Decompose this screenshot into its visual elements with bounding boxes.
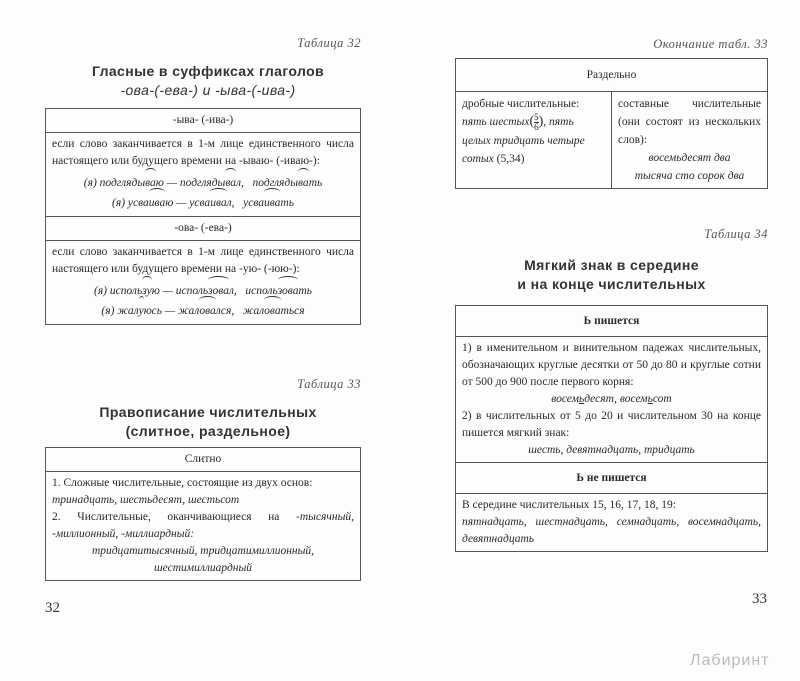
suffix-arc: зу (142, 281, 152, 301)
example-text: (я) усва (112, 197, 149, 209)
number: (5,34) (496, 153, 525, 165)
suffix-arc: ова (264, 301, 280, 321)
example-text: ть (280, 197, 294, 209)
text-fragment: восем (551, 393, 579, 405)
header-slitno: Слитно (46, 448, 361, 472)
example-text: л, подгляды (236, 177, 299, 189)
example: тринадцать, шестьдесят, шестьсот (52, 494, 240, 506)
table-33-end-label: Окончание табл. 33 (653, 37, 768, 51)
suffix-arc: зова (208, 281, 229, 301)
table-32 (45, 108, 361, 325)
rule-text: 1. Сложные числительные, состоящие из двух основ: (52, 477, 313, 489)
fractional-cell: дробные числительные: пять шестых( $\frac{5}{6}$ ), пять целых тридцать четыре сотых (5,34) (456, 92, 612, 189)
text-fragment: ь (578, 393, 585, 405)
text-fragment: сот (652, 393, 672, 405)
header-yva: -ыва- (-ива-) (46, 109, 361, 133)
example-line (52, 173, 354, 193)
rule-text: дробные числительные: (462, 98, 580, 110)
header-soft-sign-written: Ь пишется (456, 306, 768, 337)
example-text: ться (280, 305, 305, 317)
example-text: ть (298, 285, 312, 297)
suffix-arc: ива (264, 193, 280, 213)
rule-text: если слово заканчивается в 1-м лице единственного числа настоящего или будущего времени на -ываю- (-иваю-): (52, 138, 354, 167)
rule-text: 2. Числительные, оканчивающиеся на (52, 511, 280, 523)
text-fragment: ь (647, 393, 653, 405)
example-text: л, усва (226, 197, 264, 209)
slitno-body (46, 472, 361, 581)
examples (52, 281, 354, 321)
labirint-watermark: Лабиринт (690, 652, 770, 669)
denominator: 6 (534, 122, 539, 132)
suffix-arc: зова (278, 281, 299, 301)
example-text: юсь — жал (143, 305, 200, 317)
suffix-arc: ова (199, 301, 215, 321)
soft-sign-not-written-body (456, 494, 768, 552)
example-text: ть (308, 177, 323, 189)
table-33-label: Таблица 33 (297, 377, 361, 391)
example-text: (я) подгляды (83, 177, 146, 189)
example: тридцатитысячный, тридцатимиллионный, (91, 545, 315, 557)
compound-cell (612, 92, 768, 189)
header-soft-sign-not-written: Ь не пишется (456, 463, 768, 494)
rule-text: 1) в именительном и винительном падежах числительных, обозначающих круглые десятки от 50 до 80 и круглые сотни от 500 до 900 после первого корня: (462, 342, 761, 388)
example-text: (я) жал (101, 305, 139, 317)
table-33-end (455, 58, 768, 189)
suffix-arc: ва (225, 173, 236, 193)
table-33-title (45, 403, 371, 441)
example: пятнадцать, шестнадцать, семнадцать, восемнадцать, девятнадцать (462, 516, 761, 545)
example-text: (я) исполь (93, 285, 143, 297)
suffix-arc: ва (145, 173, 156, 193)
example (462, 391, 761, 408)
example: тысяча сто сорок два (634, 170, 745, 182)
title-line: -ова-(-ева-) и -ыва-(-ива-) (120, 82, 296, 98)
table-33 (45, 447, 361, 581)
header-ova: -ова- (-ева-) (46, 217, 361, 241)
example-text: л, исполь (228, 285, 278, 297)
example: восемьдесят два (648, 152, 731, 164)
table-32-label: Таблица 32 (297, 36, 361, 50)
rule-ova (46, 241, 361, 325)
header-razdelno: Раздельно (456, 59, 768, 92)
suffix-arc: ва (298, 173, 309, 193)
title-line: Гласные в суффиксах глаголов (91, 63, 325, 79)
page-number-right: 33 (752, 591, 767, 607)
example-line (52, 301, 354, 321)
example: шестимиллиардный (153, 562, 253, 574)
title-line: и на конце числительных (517, 276, 706, 292)
text-fragment: десят, восем (584, 393, 648, 405)
table-32-title (45, 62, 371, 100)
rule-text: В середине числительных 15, 16, 17, 18, 19: (462, 499, 676, 511)
example-text: ю — подгляды (155, 177, 226, 189)
example-line (52, 193, 354, 213)
table-34-title (455, 256, 768, 294)
title-line: Мягкий знак в середине (524, 257, 699, 273)
rule-text: 2) в числительных от 5 до 20 и числительном 30 на конце пишется мягкий знак: (462, 410, 761, 439)
suffix-arc: у (139, 301, 144, 321)
title-line: (слитное, раздельное) (125, 423, 291, 439)
suffix-arc: ива (149, 193, 165, 213)
example-text: лся, жал (215, 305, 265, 317)
rule-text: если слово заканчивается в 1-м лице единственного числа настоящего или будущего времени на -ую- (-юю-): (52, 246, 354, 275)
example: шесть, девятнадцать, тридцать (528, 444, 695, 456)
table-34-label: Таблица 34 (704, 227, 768, 241)
example-text: ю — усва (165, 197, 211, 209)
table-34 (455, 305, 768, 552)
numerator: 5 (534, 112, 539, 122)
rule-text: составные числительные (они состоят из нескольких слов): (618, 98, 761, 146)
example: , пять целых тридцать четыре сотых (462, 116, 585, 165)
title-line: Правописание числительных (99, 404, 317, 420)
rule-yva (46, 133, 361, 217)
example-text: ю — исполь (151, 285, 209, 297)
example: пять шестых (462, 116, 530, 129)
suffixes: -тысячный, -миллионный, -миллиардный: (52, 511, 354, 540)
suffix-arc: ива (210, 193, 226, 213)
soft-sign-written-body (456, 337, 768, 463)
page-number-left: 32 (45, 600, 60, 616)
examples (52, 173, 354, 213)
